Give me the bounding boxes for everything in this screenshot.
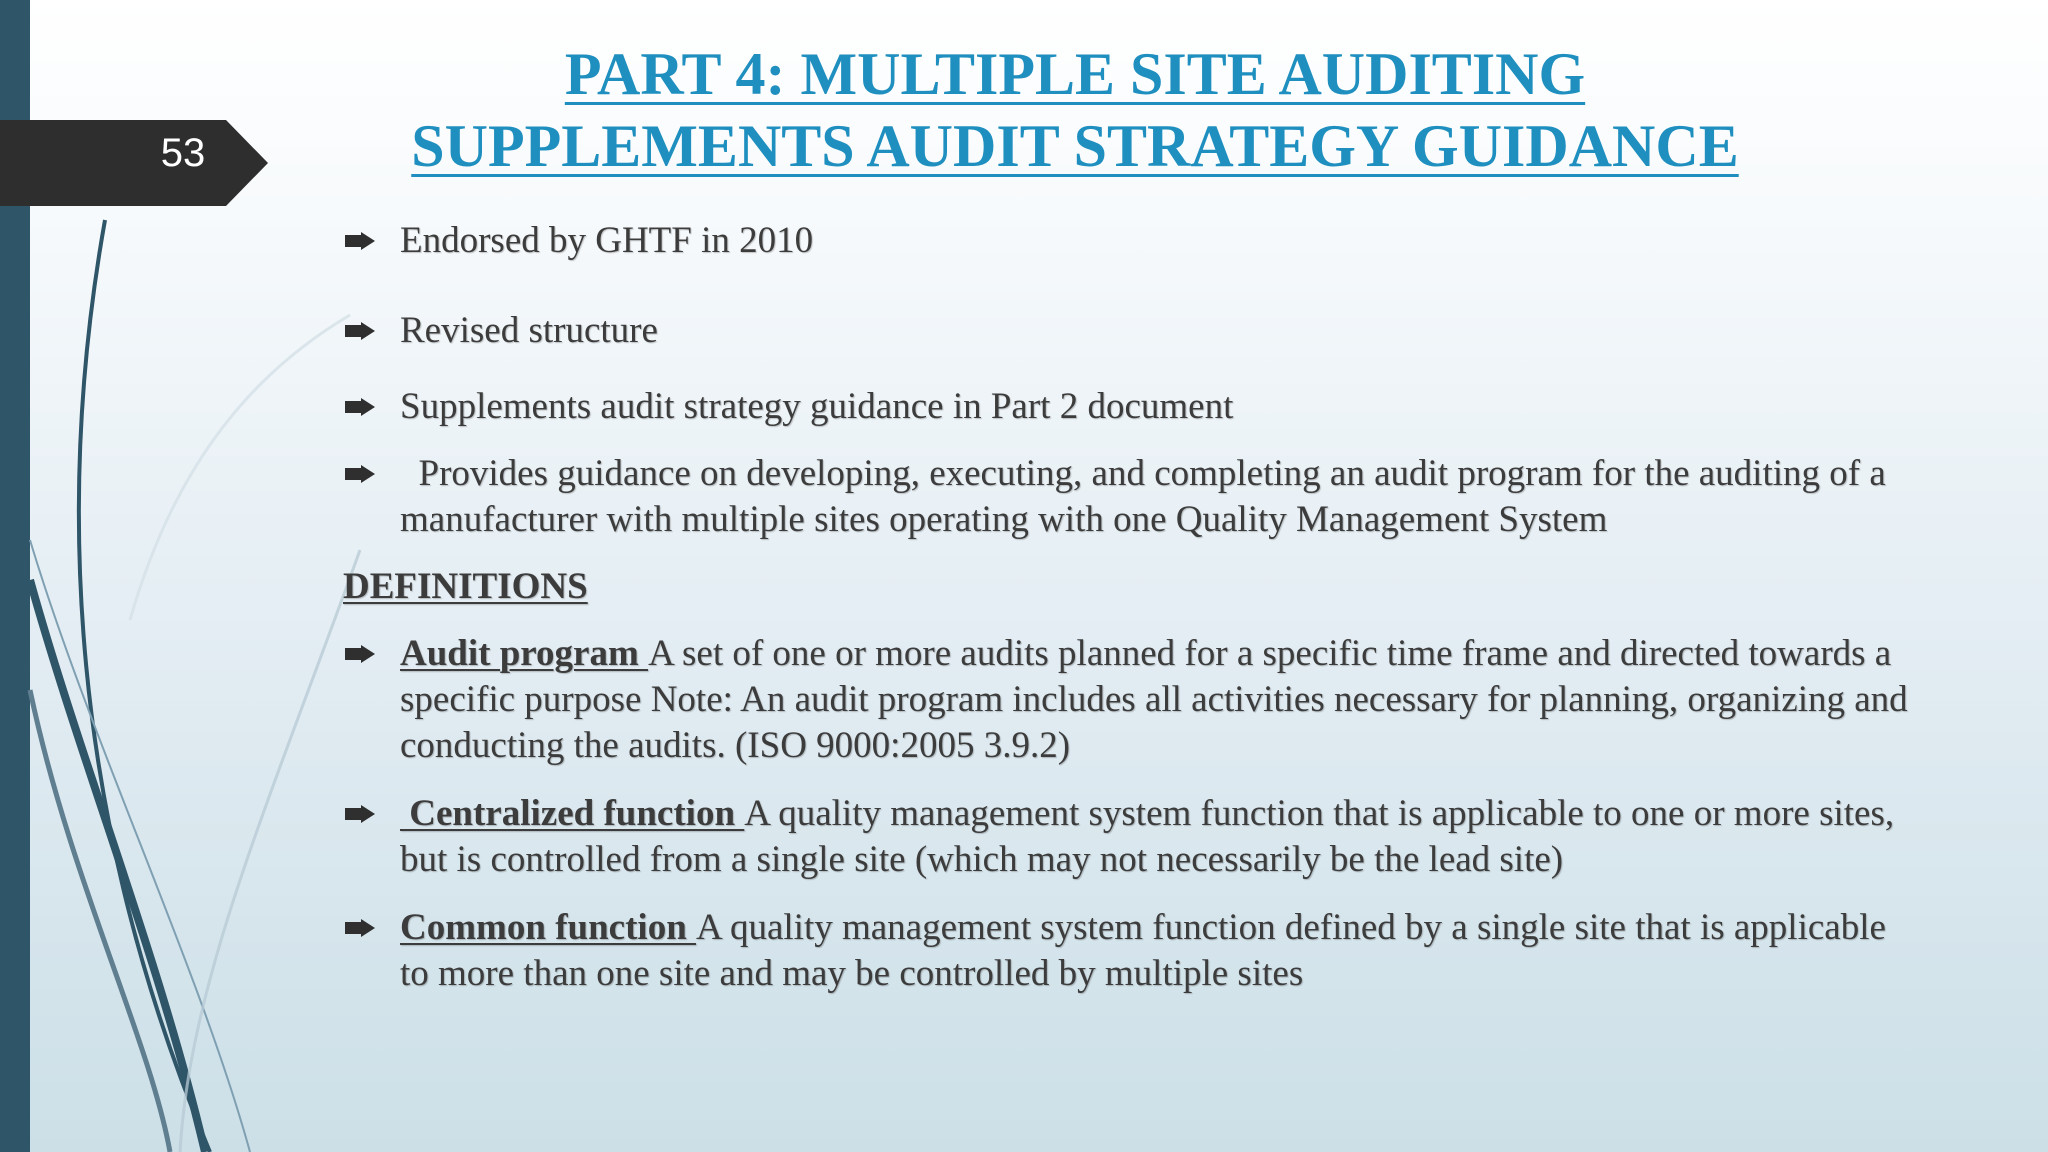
pointing-hand-bullet-icon [344, 919, 376, 937]
definition-term: Audit program [400, 633, 649, 674]
slide-title-line-2: SUPPLEMENTS AUDIT STRATEGY GUIDANCE [411, 113, 1739, 179]
pointing-hand-bullet-icon [344, 645, 376, 663]
definition-term: Common function [400, 907, 697, 948]
pointing-hand-bullet-icon [344, 398, 376, 416]
pointing-hand-bullet-icon [344, 805, 376, 823]
definition-text: A set of one or more audits planned for a specific time frame and directed towards a specific purpose Note: An audit program includes all activities necessary for planning, organizing and conducting the audits. (ISO 9000:2005 3.9.2) [400, 633, 1908, 766]
definition-audit-program [400, 631, 1910, 769]
slide-number: 53 [160, 131, 206, 175]
definition-text: A quality management system function that is applicable to one or more sites, but is controlled from a single site (which may not necessarily be the lead site) [400, 793, 1895, 880]
definition-text: A quality management system function defined by a single site that is applicable to more than one site and may be controlled by multiple sites [400, 907, 1886, 994]
bullet-endorsed: Endorsed by GHTF in 2010 [400, 220, 814, 261]
definition-centralized-function [400, 791, 1910, 883]
definition-common-function [400, 905, 1910, 997]
slide-title-line-1: PART 4: MULTIPLE SITE AUDITING [564, 41, 1586, 107]
bullet-supplements: Supplements audit strategy guidance in Part 2 document [400, 386, 1234, 427]
definitions-heading: DEFINITIONS [343, 566, 588, 607]
definition-term: Centralized function [400, 793, 745, 834]
pointing-hand-bullet-icon [344, 465, 376, 483]
pointing-hand-bullet-icon [344, 322, 376, 340]
bullet-provides-guidance: Provides guidance on developing, executing, and completing an audit program for the auditing of a manufacturer with multiple sites operating with one Quality Management System [400, 453, 1896, 540]
pointing-hand-bullet-icon [344, 232, 376, 250]
bullet-revised-structure: Revised structure [400, 310, 658, 351]
